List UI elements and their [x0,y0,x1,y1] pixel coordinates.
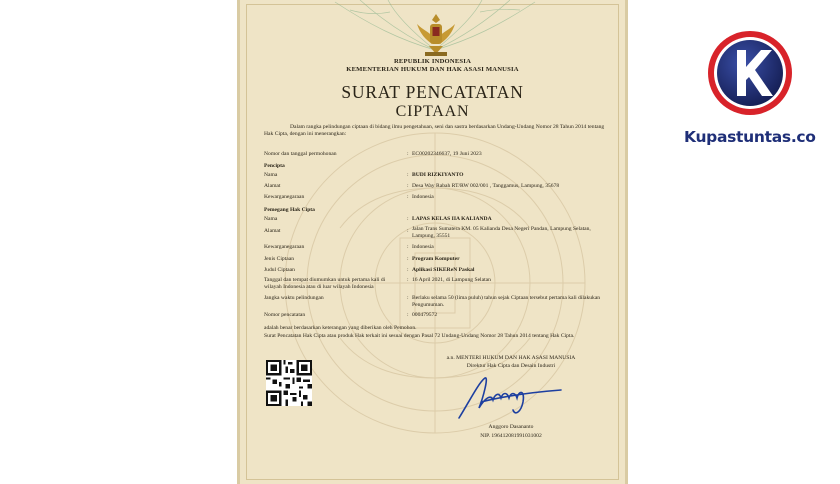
holder-nationality-value: Indonesia [412,244,434,250]
creator-nationality-value: Indonesia [412,194,434,200]
separator: : [407,228,409,234]
creator-name-value: BUDI RIZKIYANTO [412,172,464,178]
signer-nip: NIP. 196412081991031002 [480,433,542,439]
qr-code-icon [266,360,312,406]
separator: : [407,172,409,178]
separator: : [407,312,409,318]
application-value: EC00202346637, 19 Juni 2023 [412,151,482,157]
creator-address-value: Desa Way Rabah RT/RW 002/001 , Tanggamus, Lampung, 35678 [412,183,560,189]
garuda-emblem-icon [415,10,457,58]
holder-address-value: Jalan Trans Sumatera KM. 05 Kalianda Desa Negeri Pandan, Lampung Selatan, Lampung, 35551 [412,226,591,239]
protection-term-value: Berlaku selama 50 (lima puluh) tahun sejak Ciptaan tersebut pertama kali dilakukan Pengumuman. [412,295,601,308]
work-title-value: Aplikasi SIKEReN Paskal [412,267,475,273]
kupastuntas-logo-icon [707,30,793,116]
work-type-value: Program Komputer [412,256,460,262]
holder-nationality-label: Kewarganegaraan [264,244,305,250]
separator: : [407,256,409,262]
separator: : [407,267,409,273]
holder-name-label: Nama [264,216,278,222]
creator-nationality-label: Kewarganegaraan [264,194,305,200]
work-title-label: Judul Ciptaan [264,267,295,273]
holder-section-title: Pemegang Hak Cipta [264,207,315,213]
separator: : [407,194,409,200]
holder-name-value: LAPAS KELAS IIA KALIANDA [412,216,492,222]
footer-legal-note: Surat Pencatatan Hak Cipta atau produk Hak terkait ini sesuai dengan Pasal 72 Undang-Undang Nomor 28 Tahun 2014 tentang Hak Cipta. [264,333,575,339]
protection-term-label: Jangka waktu pelindungan [264,295,324,301]
holder-address-label: Alamat [264,228,281,234]
footer-statement: adalah benar berdasarkan keterangan yang diberikan oleh Pemohon. [264,325,417,331]
page-title: SURAT PENCATATAN [341,82,524,102]
creator-name-label: Nama [264,172,278,178]
handwritten-signature [455,372,565,422]
signatory-title: a.n. MENTERI HUKUM DAN HAK ASASI MANUSIA [446,355,576,361]
separator: : [407,277,409,283]
brand-name: Kupastuntas.co [684,128,816,146]
separator: : [407,244,409,250]
publication-date-label: Tanggal dan tempat diumumkan untuk pertama kali di wilayah Indonesia atau di luar wilayah Indonesia [264,277,386,290]
page-subtitle: CIPTAAN [395,103,470,120]
certificate-document [237,0,628,484]
header-ministry: KEMENTERIAN HUKUM DAN HAK ASASI MANUSIA [346,66,519,73]
creator-address-label: Alamat [264,183,281,189]
record-number-label: Nomor pencatatan [264,312,306,318]
separator: : [407,151,409,157]
separator: : [407,216,409,222]
work-type-label: Jenis Ciptaan [264,256,294,262]
header-republic: REPUBLIK INDONESIA [393,58,472,65]
signatory-office: Direktur Hak Cipta dan Desain Industri [466,363,556,369]
separator: : [407,295,409,301]
publication-date-value: 16 April 2021, di Lampung Selatan [412,277,491,283]
application-label: Nomor dan tanggal permohonan [264,151,337,157]
record-number-value: 000479572 [412,312,438,318]
creator-section-title: Pencipta [264,163,285,169]
separator: : [407,183,409,189]
intro-text: Dalam rangka pelindungan ciptaan di bidang ilmu pengetahuan, seni dan sastra berdasarkan Undang-Undang Nomor 28 Tahun 2014 tentang Hak Cipta, dengan ini menerangkan: [264,124,605,138]
signer-name: Anggoro Dasananto [488,424,534,430]
